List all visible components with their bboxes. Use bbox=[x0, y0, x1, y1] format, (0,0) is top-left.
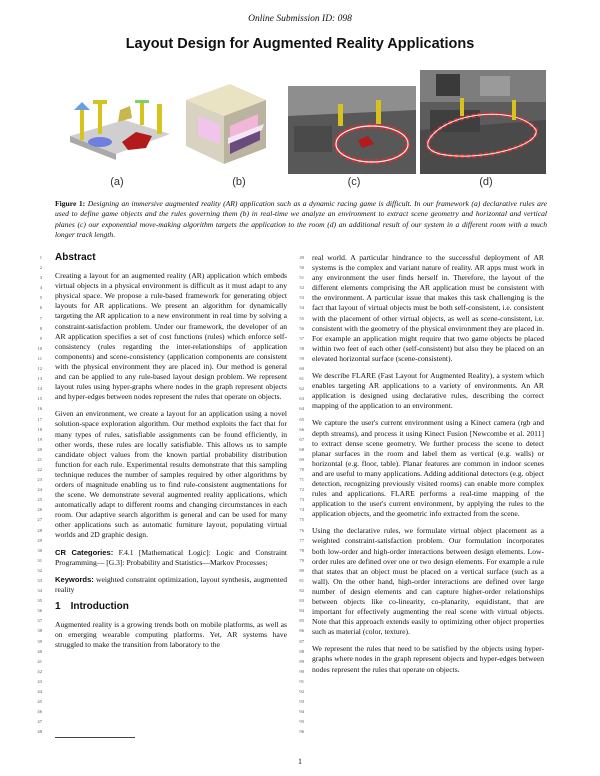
line-number: 67 bbox=[299, 436, 304, 442]
line-number: 81 bbox=[299, 578, 304, 583]
line-number: 63 bbox=[299, 396, 304, 402]
line-number: 25 bbox=[37, 497, 42, 503]
panel-label-c: (c) bbox=[347, 176, 361, 188]
figure-panel-d bbox=[420, 70, 546, 174]
line-number: 43 bbox=[37, 678, 42, 684]
line-number: 30 bbox=[37, 547, 42, 553]
line-number: 93 bbox=[299, 699, 304, 705]
line-number: 96 bbox=[299, 729, 304, 735]
line-number: 27 bbox=[37, 517, 42, 523]
line-number: 50 bbox=[299, 265, 304, 271]
line-number: 95 bbox=[299, 719, 304, 725]
line-number: 74 bbox=[299, 507, 304, 513]
line-number: 71 bbox=[299, 477, 304, 483]
line-number: 53 bbox=[299, 295, 304, 301]
line-number: 2 bbox=[39, 265, 42, 271]
intro-paragraph-flare: We describe FLARE (Fast Layout for Augmented Reality), a system which enables targeting AR applications to a variety of environments. An AR application is designed using declarative rules, describing the correct mapping of the application to an environment. bbox=[312, 371, 544, 411]
line-number: 54 bbox=[299, 305, 304, 311]
figure-panel-b bbox=[168, 78, 280, 174]
line-number: 75 bbox=[299, 517, 304, 523]
line-number: 66 bbox=[299, 426, 304, 432]
line-numbers-left bbox=[28, 253, 42, 738]
keywords-text: weighted constraint optimization, layout synthesis, augmented reality bbox=[55, 574, 287, 594]
intro-paragraph-hypergraph: We represent the rules that need to be satisfied by the objects using hyper-graphs where nodes in the graph represent objects and hyper-edges between nodes represent the rules that operate on objects. bbox=[312, 644, 544, 674]
figure-panel-a bbox=[60, 92, 178, 168]
line-number: 68 bbox=[299, 446, 304, 452]
line-number: 49 bbox=[299, 255, 304, 260]
line-number: 18 bbox=[37, 426, 42, 432]
line-number: 56 bbox=[299, 325, 304, 331]
line-number: 20 bbox=[37, 446, 42, 452]
line-number: 1 bbox=[39, 255, 42, 260]
line-number: 51 bbox=[299, 275, 304, 281]
caption-text: Designing an immersive augmented reality (AR) application such as a dynamic racing game is difficult. In our framework (a) declarative rules are used to define game objects and the rules governing them (b) in real-time we analyze an environment to extract scene geometry and horizontal and vertical planes (c) our exponential move-making algorithm targets the application to the room (d) an additional result of our system in a different room with a much longer track length. bbox=[55, 199, 547, 239]
line-number: 33 bbox=[37, 578, 42, 583]
line-number: 34 bbox=[37, 588, 42, 594]
line-number: 21 bbox=[37, 456, 42, 462]
line-number: 92 bbox=[299, 689, 304, 695]
footnote-rule bbox=[55, 737, 135, 738]
intro-paragraph-cont: real world. A particular hindrance to the successful deployment of AR systems is the complex and variant nature of reality. AR apps must work in any environment the user finds herself in. Therefore, the layout of the different elements comprising the AR application must be consistent with the environment. A particular issue that makes this task challenging is the fact that layout of virtual objects must be both self-consistent, i.e. consistent with the placement of other virtual objects, as well as scene-consistent, i.e. consistent with the geometry of the physical environment they are placed in. For example an application might require that two game objects be placed within two feet of each other (self-consistent) but also they be placed on an elevated horizontal surface (scene-consistent). bbox=[312, 253, 544, 363]
line-number: 47 bbox=[37, 719, 42, 725]
line-number: 19 bbox=[37, 436, 42, 442]
line-numbers-right bbox=[290, 253, 304, 738]
line-number: 42 bbox=[37, 668, 42, 674]
line-number: 94 bbox=[299, 709, 304, 715]
line-number: 62 bbox=[299, 386, 304, 392]
line-number: 89 bbox=[299, 658, 304, 664]
introduction-paragraph-1: Augmented reality is a growing trends both on mobile platforms, as well as on emerging wearable computing platforms. Yet, AR systems have struggled to make the transition from laboratory to the bbox=[55, 620, 287, 650]
line-number: 83 bbox=[299, 598, 304, 604]
line-number: 60 bbox=[299, 366, 304, 372]
line-number: 61 bbox=[299, 376, 304, 382]
panel-label-b: (b) bbox=[232, 176, 246, 188]
line-number: 65 bbox=[299, 416, 304, 422]
line-number: 90 bbox=[299, 668, 304, 674]
line-number: 26 bbox=[37, 507, 42, 513]
line-number: 38 bbox=[37, 628, 42, 634]
section-number: 1 bbox=[55, 600, 61, 612]
line-number: 55 bbox=[299, 315, 304, 321]
page-number: 1 bbox=[298, 757, 302, 766]
line-number: 77 bbox=[299, 537, 304, 543]
line-number: 24 bbox=[37, 487, 42, 493]
cr-categories-text: F.4.1 [Mathematical Logic]: Logic and Constraint Programming— [G.3]: Probability and Statistics—Markov Processes; bbox=[55, 547, 287, 567]
caption-label: Figure 1: bbox=[55, 199, 86, 208]
line-number: 59 bbox=[299, 355, 304, 361]
line-number: 22 bbox=[37, 466, 42, 472]
line-number: 14 bbox=[37, 386, 42, 392]
line-number: 17 bbox=[37, 416, 42, 422]
line-number: 35 bbox=[37, 598, 42, 604]
line-number: 29 bbox=[37, 537, 42, 543]
line-number: 10 bbox=[37, 345, 42, 351]
paper-title: Layout Design for Augmented Reality Applications bbox=[125, 36, 475, 52]
line-number: 9 bbox=[39, 335, 42, 341]
line-number: 23 bbox=[37, 477, 42, 483]
line-number: 64 bbox=[299, 406, 304, 412]
line-number: 28 bbox=[37, 527, 42, 533]
line-number: 40 bbox=[37, 648, 42, 654]
line-number: 73 bbox=[299, 497, 304, 503]
line-number: 46 bbox=[37, 709, 42, 715]
line-number: 44 bbox=[37, 689, 42, 695]
line-number: 5 bbox=[39, 295, 42, 301]
intro-paragraph-kinect: We capture the user's current environment using a Kinect camera (rgb and depth streams), and process it using Kinect Fusion [Newcombe et al. 2011] to extract dense scene geometry. We further process the scene to detect planar surfaces in the room and label them as vertical (e.g. walls) or horizontal (e.g. floor, table). Planar features are common in indoor scenes and are useful to many applications. Adding additional detectors (e.g. object detection, recognizing previously visited rooms) can enable more complex rules and applications. FLARE performs a real-time mapping of the application to the user's current environment, by applying the rules to the application objects, and the geometric info extracted from the scene. bbox=[312, 418, 544, 519]
line-number: 85 bbox=[299, 618, 304, 624]
figure-caption bbox=[55, 199, 547, 240]
line-number: 86 bbox=[299, 628, 304, 634]
line-number: 87 bbox=[299, 638, 304, 644]
line-number: 52 bbox=[299, 285, 304, 291]
abstract-paragraph-1: Creating a layout for an augmented reality (AR) application which embeds virtual objects in a physical environment is difficult as it must adapt to any physical space. We propose a rule-based framework for generating object layouts for AR applications. We present an algorithm for dynamically targeting the AR application to a new environment in real time by solving a constraint-satisfaction problem. Under our framework, the developer of an AR application specifies a set of cost functions (rules) which enforce self-consistency (rules regarding the inter-relationships of application components) and scene-consistency (application components are consistent with the physical environment they are placed in). Our method is general and can be applied to any rule-based layout design problem. We represent layout rules using hyper-graphs where nodes in the graph represent objects and hyper-edges between nodes represent the rules that operate on objects. bbox=[55, 271, 287, 402]
line-number: 70 bbox=[299, 466, 304, 472]
section-title: Introduction bbox=[70, 600, 129, 612]
line-number: 82 bbox=[299, 588, 304, 594]
line-number: 45 bbox=[37, 699, 42, 705]
line-number: 4 bbox=[39, 285, 42, 291]
line-number: 48 bbox=[37, 729, 42, 735]
keywords-label: Keywords: bbox=[55, 574, 94, 584]
panel-label-a: (a) bbox=[110, 176, 124, 188]
keywords bbox=[55, 575, 287, 595]
submission-id: Online Submission ID: 098 bbox=[248, 14, 352, 24]
line-number: 88 bbox=[299, 648, 304, 654]
line-number: 91 bbox=[299, 678, 304, 684]
line-number: 69 bbox=[299, 456, 304, 462]
line-number: 15 bbox=[37, 396, 42, 402]
introduction-heading bbox=[55, 602, 287, 612]
line-number: 6 bbox=[39, 305, 42, 311]
line-number: 3 bbox=[39, 275, 42, 281]
line-number: 37 bbox=[37, 618, 42, 624]
cr-categories bbox=[55, 548, 287, 568]
line-number: 16 bbox=[37, 406, 42, 412]
cr-categories-label: CR Categories: bbox=[55, 547, 114, 557]
abstract-paragraph-2: Given an environment, we create a layout for an application using a novel solution-space exploration algorithm. Our method exploits the fact that for many types of rules, satisfiable assignments can be found efficiently, in other words, these rules are locally satisfiable. This allows us to sample candidate object values from the known partial probability distribution function for each rule. Experimental results demonstrate that this sampling technique reduces the number of samples required by other algorithms by orders of magnitude enabling us to find rule-consistent augmentations for the scene. We demonstrate several augmented reality applications, which automatically adapt to different rooms and changing circumstances in each room. Our adaptive search algorithm is general and can be used for many other applications such as automatic furniture layout, populating virtual worlds and 2D graphic design. bbox=[55, 409, 287, 540]
line-number: 11 bbox=[37, 355, 42, 361]
figure-panel-c bbox=[288, 86, 416, 174]
line-number: 78 bbox=[299, 547, 304, 553]
line-number: 13 bbox=[37, 376, 42, 382]
abstract-heading: Abstract bbox=[55, 252, 96, 263]
line-number: 57 bbox=[299, 335, 304, 341]
intro-paragraph-rules: Using the declarative rules, we formulate virtual object placement as a weighted constraint-satisfaction problem. Our formulation incorporates both low-order and high-order interactions between design elements. Low-order rules are defined over one or two design elements. For example a rule that states that an object must be placed on a vertical surface (such as a wall). On the other hand, high-order interactions are defined over large number of design elements and can capture higher-order relationships between objects like co-linearity, co-planarity, equidistant, that are important for effectively augmenting the real scene with virtual objects. Note that this approach extends easily to optimizing other object properties such as material (color, texture). bbox=[312, 526, 544, 637]
line-number: 72 bbox=[299, 487, 304, 493]
line-number: 36 bbox=[37, 608, 42, 614]
line-number: 31 bbox=[37, 557, 42, 563]
line-number: 41 bbox=[37, 658, 42, 664]
line-number: 79 bbox=[299, 557, 304, 563]
line-number: 7 bbox=[39, 315, 42, 321]
line-number: 76 bbox=[299, 527, 304, 533]
line-number: 84 bbox=[299, 608, 304, 614]
line-number: 8 bbox=[39, 325, 42, 331]
left-column bbox=[55, 253, 287, 657]
panel-label-d: (d) bbox=[479, 176, 493, 188]
line-number: 80 bbox=[299, 567, 304, 573]
line-number: 32 bbox=[37, 567, 42, 573]
right-column bbox=[312, 253, 544, 682]
line-number: 58 bbox=[299, 345, 304, 351]
line-number: 12 bbox=[37, 366, 42, 372]
line-number: 39 bbox=[37, 638, 42, 644]
